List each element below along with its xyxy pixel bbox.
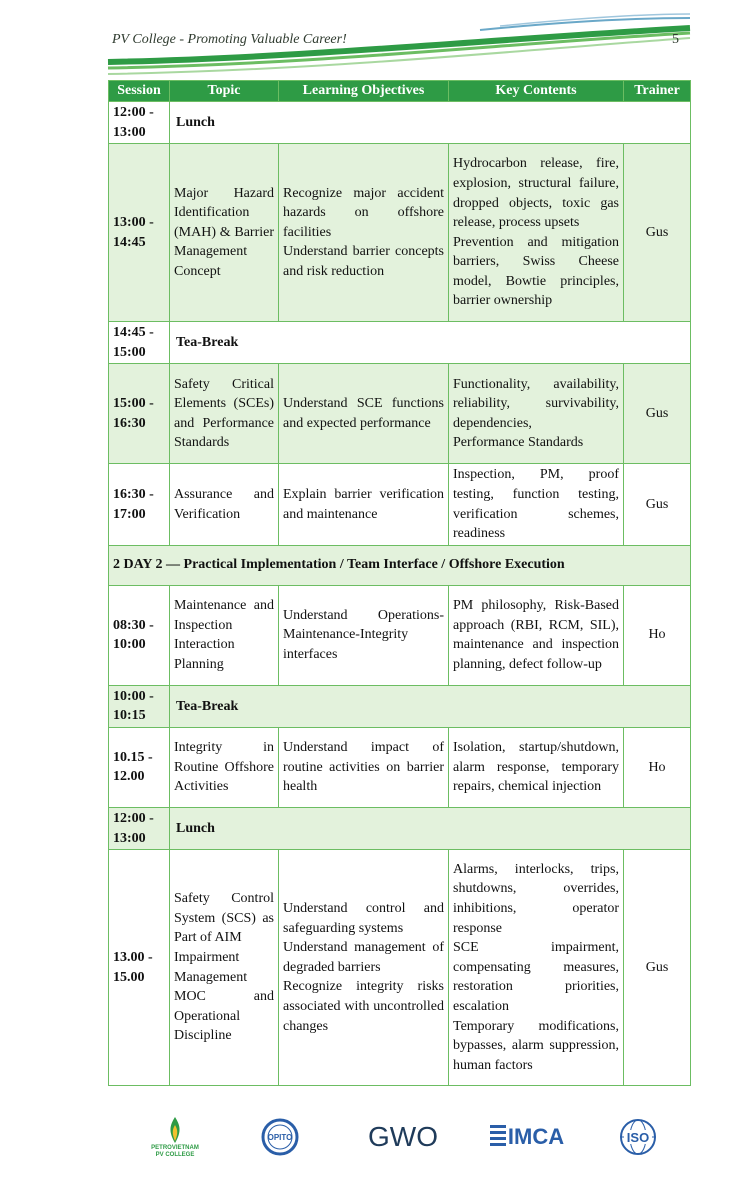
column-header: Topic	[170, 81, 279, 102]
objectives-cell: Understand Operations-Maintenance-Integrity interfaces	[279, 585, 449, 685]
iso-globe-icon	[618, 1117, 658, 1157]
petrovietnam-logo: PETROVIETNAM PV COLLEGE	[150, 1112, 200, 1162]
contents-cell: Functionality, availability, reliability, survivability, dependencies, Performance Standards	[449, 364, 624, 464]
break-row	[109, 102, 691, 144]
header-tagline: PV College - Promoting Valuable Career!	[112, 32, 347, 47]
session-time: 12:00 - 13:00	[109, 807, 170, 849]
trainer-cell: Gus	[624, 364, 691, 464]
iso-logo-text: ISO	[626, 1130, 650, 1145]
contents-cell: PM philosophy, Risk-Based approach (RBI, RCM, SIL), maintenance and inspection planning, defect follow-up	[449, 585, 624, 685]
session-row	[109, 364, 691, 464]
session-row	[109, 144, 691, 322]
topic-cell: Assurance and Verification	[170, 464, 279, 545]
session-time: 08:30 - 10:00	[109, 585, 170, 685]
session-row	[109, 727, 691, 807]
footer-logos	[0, 1112, 753, 1172]
session-time: 13.00 - 15.00	[109, 850, 170, 1086]
topic-cell: Safety Critical Elements (SCEs) and Performance Standards	[170, 364, 279, 464]
break-label: Tea-Break	[170, 685, 691, 727]
gwo-logo	[362, 1112, 444, 1162]
break-label: Lunch	[170, 102, 691, 144]
session-row	[109, 464, 691, 545]
session-time: 15:00 - 16:30	[109, 364, 170, 464]
topic-cell: Major Hazard Identification (MAH) & Barrier Management Concept	[170, 144, 279, 322]
opito-logo	[258, 1112, 302, 1162]
trainer-cell: Gus	[624, 144, 691, 322]
table-body	[109, 102, 691, 1086]
flame-icon	[160, 1115, 190, 1145]
objectives-cell: Understand impact of routine activities on barrier health	[279, 727, 449, 807]
column-header: Trainer	[624, 81, 691, 102]
objectives-cell: Understand control and safeguarding systems Understand management of degraded barriers Recognize integrity risks associated with uncontrolled changes	[279, 850, 449, 1086]
break-row	[109, 322, 691, 364]
topic-cell: Safety Control System (SCS) as Part of AIM Impairment Management MOC and Operational Discipline	[170, 850, 279, 1086]
session-row	[109, 850, 691, 1086]
session-time: 16:30 - 17:00	[109, 464, 170, 545]
trainer-cell: Gus	[624, 850, 691, 1086]
opito-badge-icon	[260, 1117, 300, 1157]
column-header: Learning Objectives	[279, 81, 449, 102]
break-row	[109, 807, 691, 849]
contents-cell: Alarms, interlocks, trips, shutdowns, overrides, inhibitions, operator response SCE impairment, compensating measures, restoration priorities, escalation Temporary modifications, bypasses, alarm suppression, human factors	[449, 850, 624, 1086]
table-header-row	[109, 81, 691, 102]
topic-cell: Maintenance and Inspection Interaction Planning	[170, 585, 279, 685]
imca-logo	[482, 1112, 570, 1162]
day-heading: 2 DAY 2 — Practical Implementation / Team Interface / Offshore Execution	[109, 545, 691, 585]
page-number: 5	[672, 32, 679, 47]
contents-cell: Hydrocarbon release, fire, explosion, structural failure, dropped objects, toxic gas release, process upsets Prevention and mitigation barriers, Swiss Cheese model, Bowtie principles, barrier ownership	[449, 144, 624, 322]
trainer-cell: Gus	[624, 464, 691, 545]
schedule-table	[108, 80, 691, 1086]
session-time: 12:00 - 13:00	[109, 102, 170, 144]
break-row	[109, 685, 691, 727]
gwo-logo-text: GWO	[368, 1121, 438, 1152]
trainer-cell: Ho	[624, 585, 691, 685]
objectives-cell: Explain barrier verification and maintenance	[279, 464, 449, 545]
session-row	[109, 585, 691, 685]
session-time: 10:00 - 10:15	[109, 685, 170, 727]
session-time: 14:45 - 15:00	[109, 322, 170, 364]
session-time: 10.15 - 12.00	[109, 727, 170, 807]
break-label: Tea-Break	[170, 322, 691, 364]
iso-logo	[614, 1112, 662, 1162]
contents-cell: Isolation, startup/shutdown, alarm response, temporary repairs, chemical injection	[449, 727, 624, 807]
column-header: Key Contents	[449, 81, 624, 102]
contents-cell: Inspection, PM, proof testing, function testing, verification schemes, readiness	[449, 464, 624, 545]
session-time: 13:00 - 14:45	[109, 144, 170, 322]
objectives-cell: Recognize major accident hazards on offshore facilities Understand barrier concepts and risk reduction	[279, 144, 449, 322]
imca-stripes-icon	[488, 1122, 508, 1152]
trainer-cell: Ho	[624, 727, 691, 807]
imca-logo-text: IMCA	[507, 1124, 565, 1149]
topic-cell: Integrity in Routine Offshore Activities	[170, 727, 279, 807]
column-header: Session	[109, 81, 170, 102]
day-heading-row	[109, 545, 691, 585]
break-label: Lunch	[170, 807, 691, 849]
objectives-cell: Understand SCE functions and expected performance	[279, 364, 449, 464]
opito-logo-text: OPITO	[267, 1133, 293, 1142]
